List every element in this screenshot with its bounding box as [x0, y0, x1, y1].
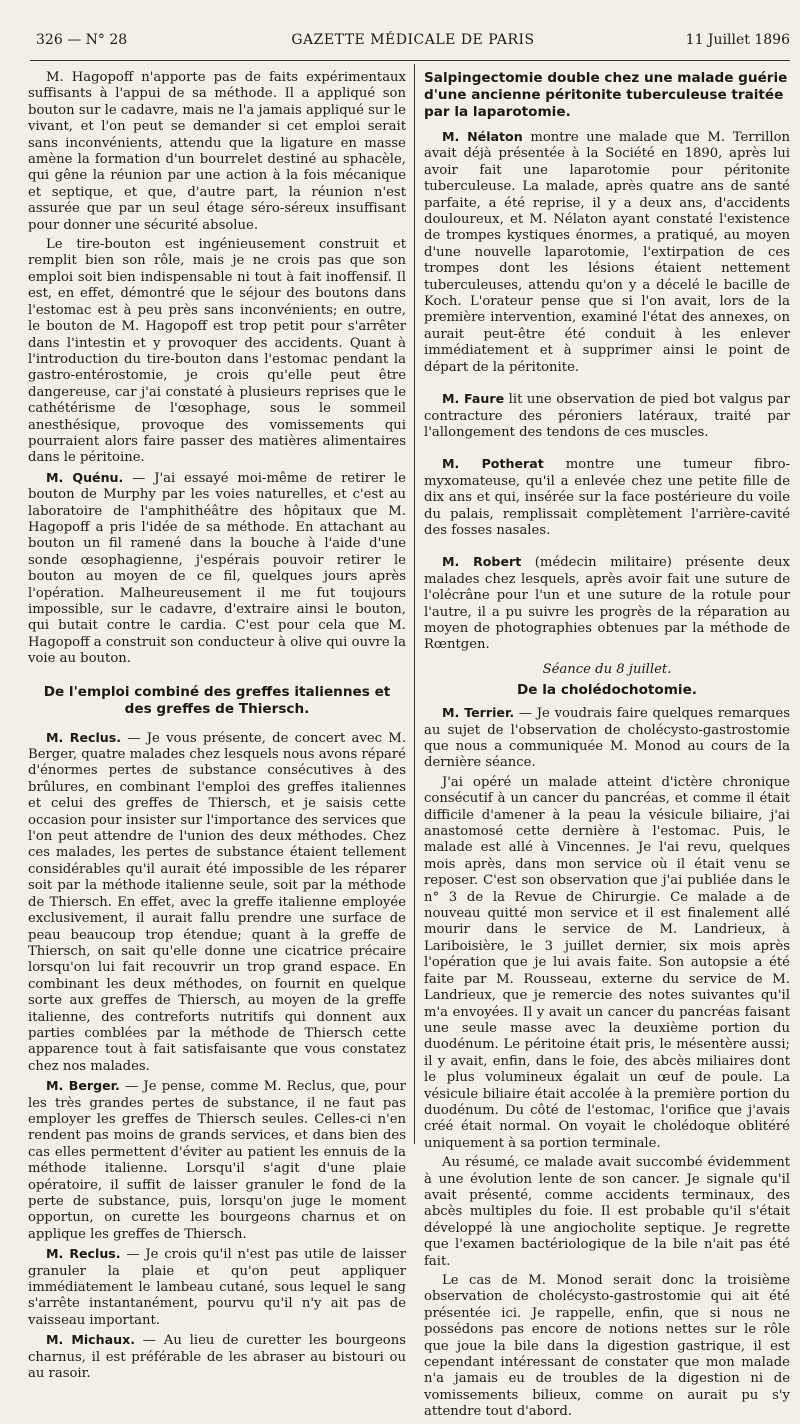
paragraph-text: — J'ai essayé moi-même de retirer le bouton de Murphy par les voies naturelles, et c'est au laboratoire de l'amphithéâtre des hôpitaux que M. Hagopoff a pris l'idée de sa méthode. En attachant au bouton un fil ramené dans la bouche à l'aide d'une sonde œsophagienne, j'espérais pouvoir retirer le bouton au moyen de ce fil, quelques jours après l'opération. Malheureusement il me fut toujours impossible, sur le cadavre, d'extraire ainsi le bouton, qui butait contre le cardia. C'est pour cela que M. Hagopoff a construit son conducteur à olive qui ouvre la voie au bouton. [28, 470, 406, 667]
right-column [424, 70, 790, 1424]
paragraph-text: lit une observation de pied bot valgus par contracture des péroniers latéraux, traité par l'allongement des tendons de ces muscles. [424, 392, 790, 440]
paragraph [28, 470, 406, 668]
paragraph-text: — Je crois qu'il n'est pas utile de laisser granuler la plaie et qu'on peut appliquer immédiatement le lambeau cutané, sous lequel le sang s'arrête instantanément, pourvu qu'il n'y ait pas de vaisseau important. [28, 1247, 407, 1328]
paragraph-text: montre une tumeur fibro-myxomateuse, qu'il a enlevée chez une petite fille de dix ans et qui, insérée sur la face postérieure du voile du palais, remplissait complètement l'arrière-cavité des fosses nasales. [424, 457, 791, 538]
paragraph [424, 391, 790, 441]
paragraph-text: — Je voudrais faire quelques remarques au sujet de l'observation de cholécysto-gastrostomie que nous a communiquée M. Monod au cours de la dernière séance. [424, 706, 790, 771]
paragraph [28, 1078, 406, 1243]
section-heading: Salpingectomie double chez une malade guérie d'une ancienne péritonite tuberculeuse traitée par la laparotomie. [424, 70, 788, 120]
speaker-name: M. Robert [442, 554, 522, 570]
journal-title: GAZETTE MÉDICALE DE PARIS [291, 32, 535, 48]
paragraph [424, 129, 790, 376]
issue-date: 11 Juillet 1896 [685, 32, 790, 48]
speaker-name: M. Reclus. [46, 729, 122, 745]
paragraph-text: — Je pense, comme M. Reclus, que, pour les très grandes pertes de substance, il ne faut pas employer les greffes de Thiersch seules. Celles-ci n'en rendent pas moins de grands services, et dans bien des cas elles permettent d'éviter au patient les ennuis de la méthode italienne. Lorsqu'il s'agit d'une plaie opératoire, il suffit de laisser granuler le fond de la perte de substance, puis, lorsqu'on juge le moment opportun, on curette les bourgeons charnus et on applique les greffes de Thiersch. [28, 1079, 406, 1242]
paragraph: M. Hagopoff n'apporte pas de faits expérimentaux suffisants à l'appui de sa méthode. Il a appliqué son bouton sur le cadavre, mais ne l'a jamais appliqué sur le vivant, et l'on peut se demander si cet emploi serait sans inconvénients, attendu que la ligature en masse amène la formation d'un bourrelet destiné au sphacèle, qui gêne la réunion par une action à la fois mécanique et septique, et que, d'autre part, la réunion n'est assurée que par un seul étage séro-séreux insuffisant pour donner une sécurité absolue. [28, 70, 406, 233]
paragraph: Le cas de M. Monod serait donc la troisième observation de cholécysto-gastrostomie qui ait été présentée ici. Je rappelle, enfin, que si nous ne possédons pas encore de notions nettes sur le rôle que joue la bile dans la digestion gastrique, il est cependant intéressant de constater que mon malade n'a jamais eu de troubles de la digestion ni de vomissements bilieux, comme on aurait pu s'y attendre tout d'abord. [424, 1273, 790, 1420]
section-heading: De la cholédochotomie. [517, 682, 697, 699]
paragraph-text: — Au lieu de curetter les bourgeons charnus, il est préférable de les abraser au bistouri ou au rasoir. [28, 1333, 406, 1382]
paragraph-text: — Je vous présente, de concert avec M. Berger, quatre malades chez lesquels nous avons réparé d'énormes pertes de substance consécutives à des brûlures, en combinant l'emploi des greffes italiennes et celui des greffes de Thiersch, et je saisis cette occasion pour insister sur l'importance des services que l'on peut attendre de l'union des deux méthodes. Chez ces malades, les pertes de substance étaient tellement considérables qu'il aurait été impossible de les réparer soit par la méthode italienne seule, soit par la méthode de Thiersch. En effet, avec la greffe italienne employée exclusivement, il aurait fallu prendre une surface de peau beaucoup trop étendue; quant à la greffe de Thiersch, on sait qu'elle donne une cicatrice précaire lorsqu'on lui fait recouvrir un trop grand espace. En combinant les deux méthodes, on fournit en quelque sorte aux greffes de Thiersch, au moyen de la greffe italienne, des contreforts nutritifs qui donnent aux parties comblées par la méthode de Thiersch cette apparence tout à fait satisfaisante que vous constatez chez nos malades. [28, 730, 407, 1074]
speaker-name: M. Quénu. [46, 469, 124, 485]
speaker-name: M. Potherat [442, 456, 544, 472]
left-column [28, 70, 406, 1385]
session-date: Séance du 8 juillet. [542, 661, 672, 677]
speaker-name: M. Nélaton [442, 129, 523, 144]
paragraph: Le tire-bouton est ingénieusement construit et remplit bien son rôle, mais je ne crois pas que son emploi soit bien indispensable ni tout à fait inoffensif. Il est, en effet, démontré que le séjour des boutons dans l'estomac est à peu près sans inconvénients; en outre, le bouton de M. Hagopoff est trop petit pour s'arrêter dans l'intestin et y provoquer des accidents. Quant à l'introduction du tire-bouton dans l'estomac pendant la gastro-entérostomie, je crois qu'elle peut être dangereuse, car j'ai constaté à plusieurs reprises que le cathétérisme de l'œsophage, sous le sommeil anesthésique, provoque des vomissements qui pourraient alors faire passer des matières alimentaires dans le péritoine. [28, 237, 406, 466]
paragraph [28, 1332, 406, 1382]
paragraph [28, 730, 406, 1076]
speaker-name: M. Terrier. [442, 705, 515, 721]
paragraph [424, 554, 790, 653]
section-heading: De l'emploi combiné des greffes italiennes et des greffes de Thiersch. [43, 683, 391, 717]
paragraph: Au résumé, ce malade avait succombé évidemment à une évolution lente de son cancer. Je signale qu'il avait présenté, comme accidents terminaux, des abcès multiples du foie. Il est probable qu'il s'était développé là une angiocholite septique. Je regrette que l'examen bactériologique de la bile n'ait pas été fait. [424, 1155, 790, 1269]
paragraph-text: montre une malade que M. Terrillon avait déjà présentée à la Société en 1890, après lui avoir fait une laparotomie pour péritonite tuberculeuse. La malade, après quatre ans de santé parfaite, a été reprise, il y a deux ans, d'accidents douloureux, et M. Nélaton ayant constaté l'existence de trompes kystiques énormes, a pratiqué, au moyen d'une nouvelle laparotomie, l'extirpation de ces trompes dont les lésions étaient nettement tuberculeuses, attendu qu'on y a décelé le bacille de Koch. L'orateur pense que si l'on avait, lors de la première intervention, examiné l'état des annexes, on aurait peut-être été conduit à les enlever immédiatement et à supprimer ainsi le point de départ de la péritonite. [424, 130, 790, 375]
paragraph [28, 1246, 406, 1329]
paragraph [424, 705, 790, 772]
page-header [36, 30, 790, 54]
paragraph [424, 456, 790, 539]
paragraph-text: (médecin militaire) présente deux malades chez lesquels, après avoir fait une suture de l'olécrâne pour l'un et une suture de la rotule pour l'autre, il a pu suivre les progrès de la réparation au moyen de photographies obtenues par la méthode de Rœntgen. [424, 555, 790, 653]
paragraph: J'ai opéré un malade atteint d'ictère chronique consécutif à un cancer du pancréas, et comme il était difficile d'amener à la peau la vésicule biliaire, j'ai anastomosé cette dernière à l'estomac. Puis, le malade est allé à Vincennes. Je l'ai revu, quelques mois après, dans mon service où il était venu se reposer. C'est son observation que j'ai publiée dans le n° 3 de la Revue de Chirurgie. Ce malade a de nouveau quitté mon service et il est finalement allé mourir dans le service de M. Landrieux, à Lariboisière, le 3 juillet dernier, six mois après l'opération que je lui avais faite. Son autopsie a été faite par M. Rousseau, externe du service de M. Landrieux, que je remercie des notes suivantes qu'il m'a envoyées. Il y avait un cancer du pancréas faisant une seule masse avec la deuxième portion du duodénum. Le péritoine était pris, le mésentère aussi; il y avait, enfin, dans le foie, des abcès miliaires dont le plus volumineux égalait un œuf de poule. La vésicule biliaire était accolée à la première portion du duodénum. Du côté de l'estomac, l'orifice que j'avais créé était normal. On voyait le cholédoque oblitéré uniquement à sa portion terminale. [424, 774, 790, 1151]
speaker-name: M. Reclus. [46, 1246, 121, 1262]
speaker-name: M. Faure [442, 391, 505, 407]
header-rule [30, 60, 790, 61]
speaker-name: M. Michaux. [46, 1332, 135, 1348]
column-divider [414, 64, 415, 1144]
speaker-name: M. Berger. [46, 1078, 120, 1094]
page-number: 326 — N° 28 [36, 32, 128, 48]
